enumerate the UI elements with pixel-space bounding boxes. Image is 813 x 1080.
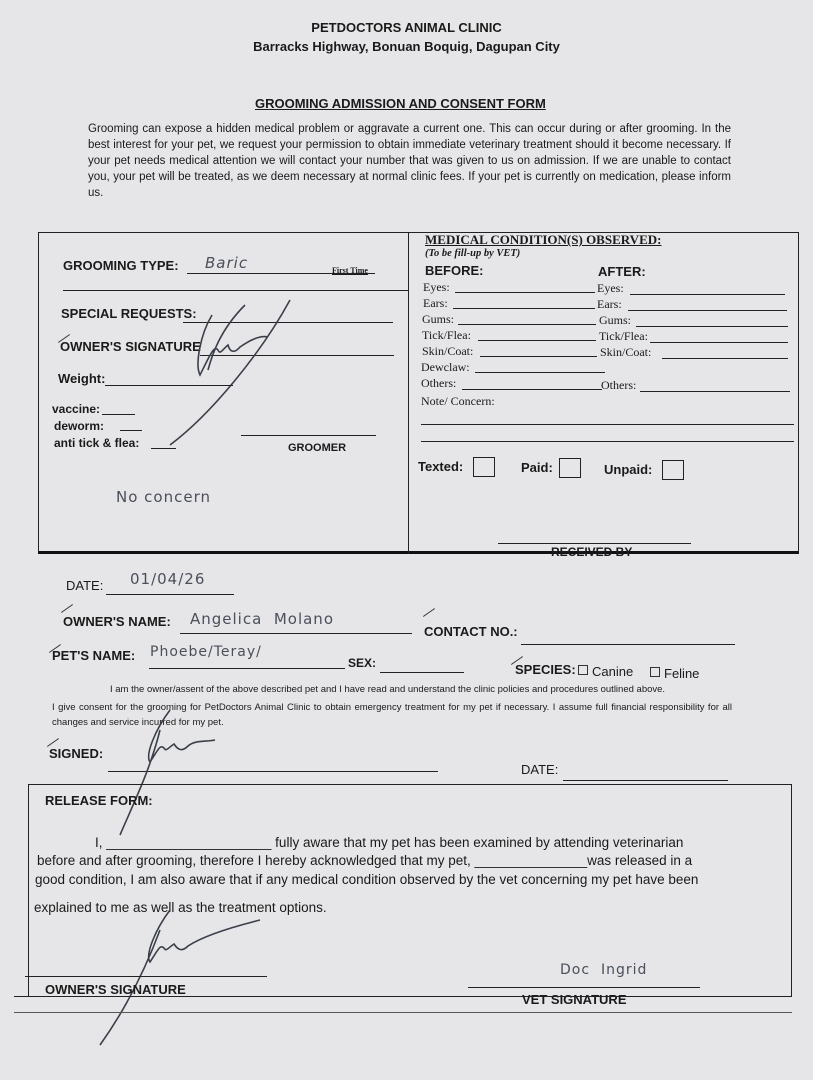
release-text-2: before and after grooming, therefore I hereby acknowledged that my pet, _______________was released in a [37,853,693,868]
feline-label: Feline [664,666,700,681]
after-eyes: Eyes: [597,281,624,295]
canine-checkbox[interactable] [578,665,588,675]
box-divider [408,232,409,554]
paid-checkbox[interactable] [559,458,581,478]
first-time-label: First Time [332,266,368,275]
owner-signature-label: OWNER'S SIGNATURE [60,339,201,354]
after-ears-field[interactable] [628,310,787,311]
texted-checkbox[interactable] [473,457,495,477]
unpaid-label: Unpaid: [604,462,653,477]
before-eyes-field[interactable] [455,292,595,293]
weight-label: Weight: [58,371,106,386]
before-others: Others: [421,376,457,390]
contact-label: CONTACT NO.: [424,624,518,639]
owner-name-value: Angelica Molano [190,610,334,628]
clinic-address: Barracks Highway, Bonuan Boquig, Dagupan City [253,39,560,54]
before-dewclaw-field[interactable] [475,372,605,373]
weight-field[interactable] [105,385,233,386]
grooming-extra-line [63,290,408,291]
before-eyes: Eyes: [423,280,450,294]
intro-paragraph: Grooming can expose a hidden medical problem or aggravate a current one. This can occur during or after grooming. In the best interest for your pet, we request your permission to obtain immediate veterinary treatment should it become necessary. If your pet needs medical attention we will contact your number that was given to us on admission. If we are unable to contact you, your pet will be treated, as we deem necessary at normal clinic fees. If your pet is currently on medication, please inform us. [88,123,731,199]
texted-label: Texted: [418,459,464,474]
note-concern-label: Note/ Concern: [421,394,495,408]
species-label: SPECIES: [515,662,576,677]
medical-title: MEDICAL CONDITION(S) OBSERVED: [425,232,662,247]
consent-text-1: I am the owner/assent of the above described pet and I have read and understand the clinic policies and procedures outlined above. [110,684,666,695]
release-signature-drawing [90,900,290,1050]
received-by-label: RECEIVED BY [551,545,633,559]
page-bottom-line [14,1012,792,1013]
owner-name-label: OWNER'S NAME: [63,614,171,629]
after-gums: Gums: [599,313,632,327]
vaccine-label: vaccine: [52,402,101,416]
before-skin-coat: Skin/Coat: [422,344,474,358]
release-text-4: explained to me as well as the treatment options. [34,900,327,915]
release-owner-signature-line[interactable] [25,976,267,977]
received-by-line[interactable] [498,543,691,544]
grooming-type-value: Baric [205,254,249,272]
paid-label: Paid: [521,460,553,475]
before-gums-field[interactable] [458,324,596,325]
anti-tick-flea-label: anti tick & flea: [54,436,140,450]
vet-signature-value: Doc Ingrid [560,962,648,978]
sex-label: SEX: [348,656,377,670]
groomer-label: GROOMER [288,442,347,454]
before-tick-flea: Tick/Flea: [422,328,471,342]
release-owner-signature-label: OWNER'S SIGNATURE [45,982,186,997]
before-ears-field[interactable] [453,308,595,309]
canine-label: Canine [592,664,634,679]
pet-name-field[interactable] [149,668,345,669]
owner-signature-drawing [150,295,320,455]
after-others-field[interactable] [640,391,790,392]
groomer-note: No concern [116,488,211,506]
after-skin-coat: Skin/Coat: [600,345,652,359]
before-tick-flea-field[interactable] [478,340,596,341]
release-text-3: good condition, I am also aware that if any medical condition observed by the vet concerning my pet have been [35,872,699,887]
vet-signature-label: VET SIGNATURE [522,992,627,1007]
before-gums: Gums: [422,312,455,326]
deworm-field[interactable] [120,430,142,431]
release-box-bottom [14,996,792,997]
before-label: BEFORE: [425,263,484,278]
after-label: AFTER: [598,264,646,279]
after-eyes-field[interactable] [630,294,785,295]
after-skin-coat-field[interactable] [662,358,788,359]
after-others: Others: [601,378,637,392]
release-title: RELEASE FORM: [45,793,153,808]
special-requests-label: SPECIAL REQUESTS: [61,306,197,321]
date-field[interactable] [106,594,234,595]
grooming-type-label: GROOMING TYPE: [63,258,179,273]
groomer-signature-line[interactable] [241,435,376,436]
sex-field[interactable] [380,672,464,673]
before-dewclaw: Dewclaw: [421,360,470,374]
date-label: DATE: [66,578,104,593]
after-gums-field[interactable] [636,326,788,327]
check-mark [61,604,73,613]
form-title: GROOMING ADMISSION AND CONSENT FORM [255,96,546,111]
vaccine-field[interactable] [102,414,135,415]
before-skin-coat-field[interactable] [480,356,597,357]
vet-signature-line[interactable] [468,987,700,988]
before-others-field[interactable] [462,389,602,390]
check-mark [423,608,435,617]
pet-name-label: PET'S NAME: [52,648,136,663]
signed-label: SIGNED: [49,746,104,761]
owner-name-field[interactable] [180,633,412,634]
contact-field[interactable] [521,644,735,645]
release-text-1: I, ______________________ fully aware that my pet has been examined by attending veterinarian [95,835,684,850]
date-value: 01/04/26 [130,570,206,588]
anti-tick-flea-field[interactable] [151,448,176,449]
note-concern-line-1[interactable] [421,424,794,425]
after-ears: Ears: [597,297,622,311]
date2-label: DATE: [521,762,559,777]
after-tick-flea-field[interactable] [650,342,788,343]
medical-subtitle: (To be fill-up by VET) [425,248,521,259]
after-tick-flea: Tick/Flea: [599,329,648,343]
date2-field[interactable] [563,780,728,781]
pet-name-value: Phoebe/Teray/ [150,644,262,660]
clinic-name: PETDOCTORS ANIMAL CLINIC [311,20,502,35]
deworm-label: deworm: [54,419,105,433]
note-concern-line-2[interactable] [421,441,794,442]
unpaid-checkbox[interactable] [662,460,684,480]
feline-checkbox[interactable] [650,667,660,677]
consent-text-2: I give consent for the grooming for PetDoctors Animal Clinic to obtain emergency treatment for my pet if necessary. I assume full financial responsibility for all changes and service incurred for my pet. [52,702,732,728]
before-ears: Ears: [423,296,448,310]
